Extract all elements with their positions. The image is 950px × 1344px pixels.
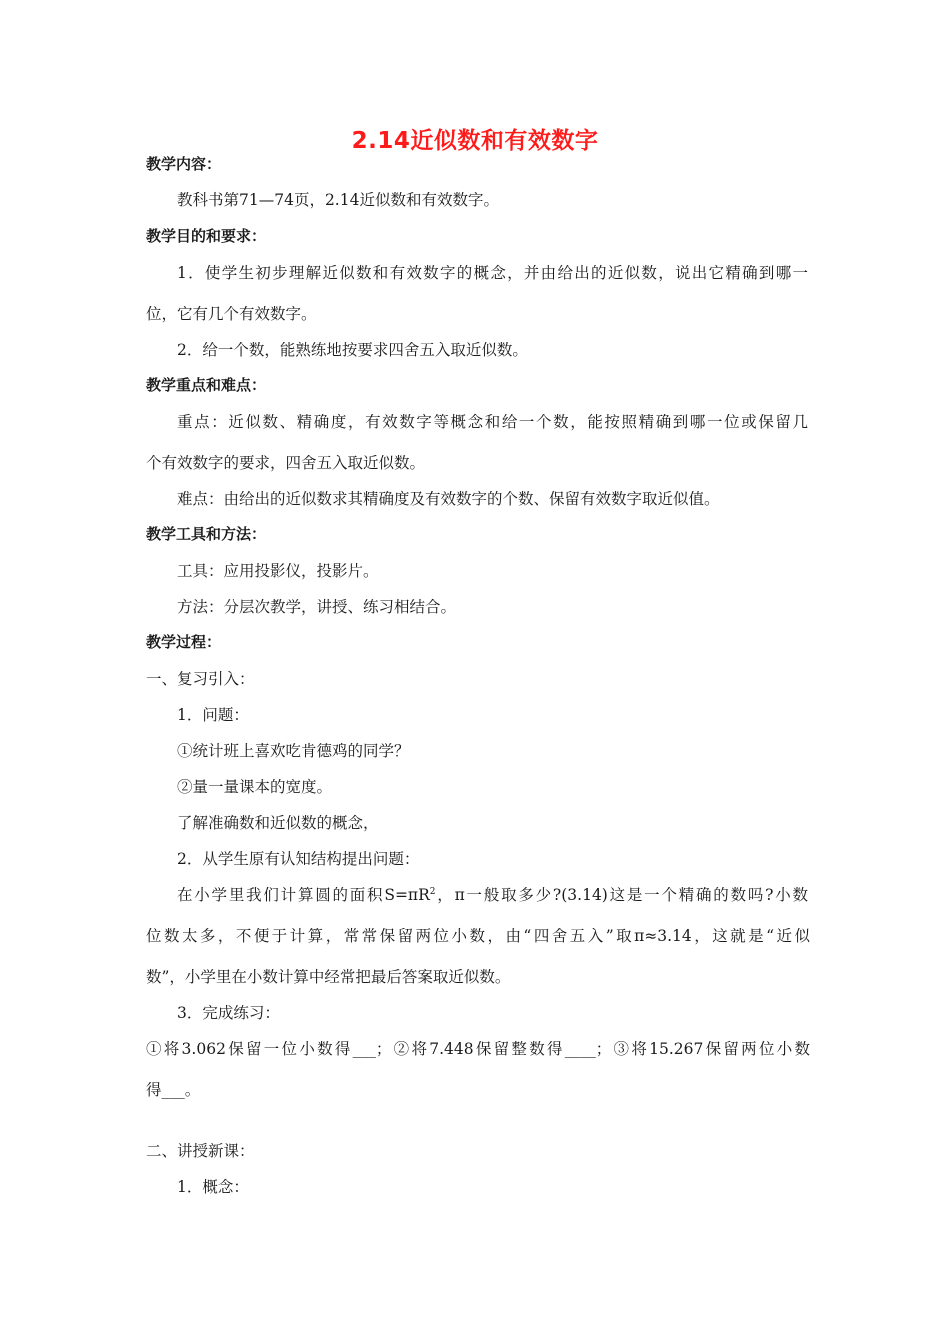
concept-label: 1．概念： — [177, 1178, 249, 1196]
section-heading-content: 教学内容： — [146, 155, 222, 173]
section-heading-key-points: 教学重点和难点： — [146, 376, 267, 394]
section-heading-tools: 教学工具和方法： — [146, 525, 267, 543]
difficulty-text: 难点：由给出的近似数求其精确度及有效数字的个数、保留有效数字取近似值。 — [177, 490, 720, 508]
key-points-line-1: 重点：近似数、精确度，有效数字等概念和给一个数，能按照精确到哪一位或保留几 — [177, 413, 808, 431]
tools-text: 工具：应用投影仪，投影片。 — [177, 562, 379, 580]
question-1: ①统计班上喜欢吃肯德鸡的同学？ — [177, 742, 410, 760]
goal-1-line-2: 位，它有几个有效数字。 — [146, 305, 317, 323]
exercise-line-2: 得___。 — [146, 1081, 201, 1099]
paragraph-line-2: 位数太多，不便于计算，常常保留两位小数，由“四舍五入”取π≈3.14，这就是“近似 — [146, 927, 810, 945]
methods-text: 方法：分层次教学，讲授、练习相结合。 — [177, 598, 457, 616]
part-1-heading: 一、复习引入： — [146, 670, 255, 688]
part-2-heading: 二、讲授新课： — [146, 1142, 255, 1160]
step-3: 3．完成练习： — [177, 1004, 280, 1022]
paragraph-line-1-a: 在小学里我们计算圆的面积S=πR — [177, 886, 430, 904]
goal-1-line-1: 1．使学生初步理解近似数和有效数字的概念，并由给出的近似数，说出它精确到哪一 — [177, 264, 808, 282]
exercise-line-1: ①将3.062保留一位小数得___；②将7.448保留整数得____；③将15.267保留两位小数 — [146, 1040, 810, 1058]
understand-text: 了解准确数和近似数的概念， — [177, 814, 379, 832]
content-text: 教科书第71—74页，2.14近似数和有效数字。 — [177, 191, 499, 209]
goal-2: 2．给一个数，能熟练地按要求四舍五入取近似数。 — [177, 341, 528, 359]
superscript-two: 2 — [429, 886, 436, 897]
step-2: 2．从学生原有认知结构提出问题： — [177, 850, 420, 868]
paragraph-line-1 — [177, 883, 808, 905]
question-2: ②量一量课本的宽度。 — [177, 778, 333, 796]
question-label: 1．问题： — [177, 706, 249, 724]
section-heading-process: 教学过程： — [146, 633, 222, 651]
paragraph-line-1-b: ，π一般取多少?(3.14)这是一个精确的数吗?小数 — [435, 886, 808, 904]
page-title: 2.14近似数和有效数字 — [351, 128, 599, 154]
key-points-line-2: 个有效数字的要求，四舍五入取近似数。 — [146, 454, 426, 472]
paragraph-line-3: 数”，小学里在小数计算中经常把最后答案取近似数。 — [146, 968, 511, 986]
section-heading-goals: 教学目的和要求： — [146, 227, 267, 245]
